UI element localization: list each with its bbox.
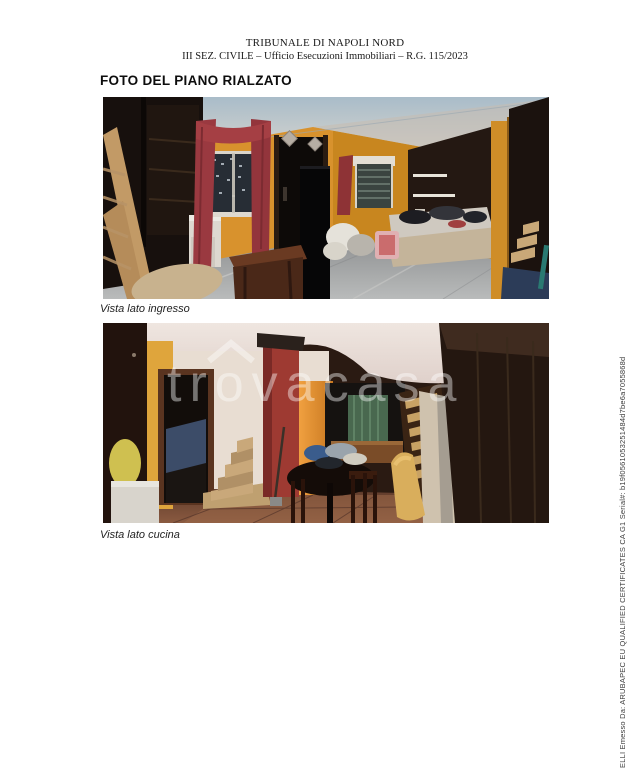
svg-text:trovacasa: trovacasa xyxy=(167,355,465,413)
black-panel xyxy=(300,166,330,299)
page-title: FOTO DEL PIANO RIALZATO xyxy=(100,73,292,88)
photo-entrance xyxy=(103,97,549,299)
digital-signature-stamp: ELLI Emesso Da: ARUBAPEC EU QUALIFIED CERTIFICATES CA G1 Serial#: b19f0561053251484d7be6a7055868d xyxy=(618,356,627,768)
window-right xyxy=(353,156,395,208)
photo-kitchen xyxy=(103,323,549,523)
right-doorway-stairs xyxy=(491,97,549,299)
caption-kitchen: Vista lato cucina xyxy=(100,529,180,541)
right-wardrobe xyxy=(439,323,549,523)
court-section-line: III SEZ. CIVILE – Ufficio Esecuzioni Immobiliari – R.G. 115/2023 xyxy=(182,51,468,62)
court-header xyxy=(100,36,550,64)
court-name: TRIBUNALE DI NAPOLI NORD xyxy=(245,37,405,49)
caption-entrance: Vista lato ingresso xyxy=(100,303,190,315)
